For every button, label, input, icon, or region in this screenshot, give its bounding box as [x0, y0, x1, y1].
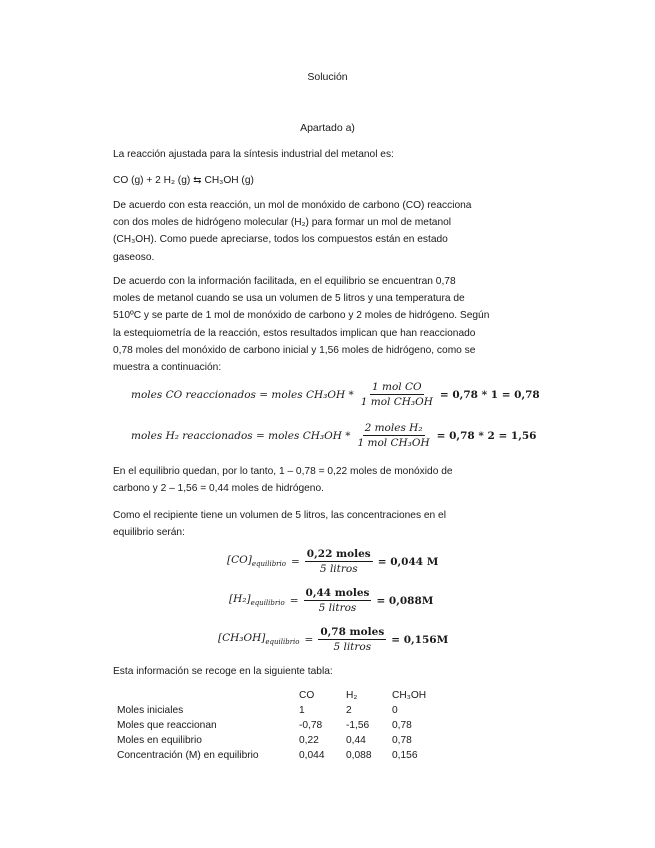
paragraph-line: 510ºC y se parte de 1 mol de monóxido de carbono y 2 moles de hidrógeno. Según — [113, 310, 490, 322]
table-cell: 1 — [299, 705, 305, 716]
table-header-cell: CO — [299, 690, 315, 701]
fraction-denominator: 1 mol CH₃OH — [357, 437, 430, 449]
intro-text: La reacción ajustada para la síntesis industrial del metanol es: — [113, 149, 394, 160]
fraction-numerator: 0,78 moles — [320, 626, 385, 638]
table-cell: 0,22 — [299, 735, 319, 746]
fraction-numerator: 0,22 moles — [306, 548, 371, 560]
paragraph-line: la estequiometría de la reacción, estos resultados implican que han reaccionado — [113, 327, 476, 339]
table-row — [117, 748, 442, 763]
paragraph-line: moles de metanol cuando se usa un volumen de 5 litros y una temperatura de — [113, 293, 465, 305]
paragraph-line: con dos moles de hidrógeno molecular (H₂) para formar un mol de metanol — [113, 217, 452, 229]
paragraph-3 — [113, 463, 538, 497]
fraction-numerator: 0,44 moles — [305, 587, 370, 599]
reaction-equation: CO (g) + 2 H₂ (g) ⇆ CH₃OH (g) — [113, 175, 254, 186]
paragraph-line: (CH₃OH). Como puede apreciarse, todos los compuestos están en estado — [113, 234, 448, 246]
equation-lhs: moles H₂ reaccionados = moles CH₃OH * — [131, 429, 351, 442]
paragraph-line: muestra a continuación: — [113, 362, 222, 374]
table-cell: 2 — [346, 705, 352, 716]
table-cell: 0 — [392, 705, 398, 716]
fraction-denominator: 1 mol CH₃OH — [360, 396, 433, 408]
table-cell: 0,088 — [346, 750, 372, 761]
table-header-cell — [117, 688, 299, 703]
fraction-denominator: 5 litros — [319, 563, 358, 575]
concentration-h2: $[H_2]_{equilibrio}$ = $\frac{\text{0,44 moles}}{\text{5 litros}}$ = 0,088M — [229, 587, 434, 614]
equation-h2-reacted — [131, 422, 536, 449]
species-label: $[CO]_{equilibrio}$ — [227, 554, 286, 569]
table-header-cell: CH₃OH — [392, 690, 427, 701]
table-cell: 0,78 — [392, 720, 412, 731]
paragraph-4 — [113, 507, 538, 541]
concentration-result: = 0,044 M — [377, 555, 439, 568]
species-label: $[CH_3OH]_{equilibrio}$ — [218, 632, 300, 647]
table-intro: Esta información se recoge en la siguiente tabla: — [113, 666, 333, 677]
paragraph-2 — [113, 273, 538, 376]
equation-result: = 0,78 * 2 = 1,56 — [436, 429, 537, 442]
paragraph-line: De acuerdo con esta reacción, un mol de monóxido de carbono (CO) reacciona — [113, 200, 472, 211]
table-cell: 0,78 — [392, 735, 412, 746]
paragraph-line: En el equilibrio quedan, por lo tanto, 1 – 0,78 = 0,22 moles de monóxido de — [113, 466, 453, 477]
equation-fraction — [355, 422, 431, 449]
paragraph-1 — [113, 197, 538, 266]
concentration-result: = 0,156M — [391, 633, 449, 646]
concentration-ch3oh: $[CH_3OH]_{equilibrio}$ = $\frac{\text{0,78 moles}}{\text{5 litros}}$ = 0,156M — [218, 626, 449, 653]
table-cell: 0,044 — [299, 750, 325, 761]
species-label: $[H_2]_{equilibrio}$ — [229, 593, 285, 608]
equation-co-reacted — [131, 381, 540, 408]
paragraph-line: 0,78 moles del monóxido de carbono inicial y 1,56 moles de hidrógeno, como se — [113, 344, 476, 356]
table-cell: Concentración (M) en equilibrio — [117, 750, 259, 761]
paragraph-line: equilibrio serán: — [113, 527, 185, 539]
table-row — [117, 703, 442, 718]
table-row — [117, 718, 442, 733]
paragraph-line: gaseoso. — [113, 251, 155, 263]
fraction-denominator: 5 litros — [333, 641, 372, 653]
equation-fraction — [359, 381, 435, 408]
table-cell: -0,78 — [299, 720, 323, 731]
table-cell: Moles iniciales — [117, 705, 184, 716]
table-cell: Moles que reaccionan — [117, 720, 217, 731]
table-row — [117, 733, 442, 748]
results-table — [117, 688, 442, 763]
equation-lhs: moles CO reaccionados = moles CH₃OH * — [131, 388, 354, 401]
table-cell: 0,44 — [346, 735, 366, 746]
table-header-row — [117, 688, 442, 703]
concentration-fraction — [304, 587, 372, 614]
table-header-cell: H₂ — [346, 690, 358, 701]
paragraph-line: De acuerdo con la información facilitada, en el equilibrio se encuentran 0,78 — [113, 276, 456, 287]
fraction-numerator: 2 moles H₂ — [364, 422, 423, 434]
concentration-result: = 0,088M — [376, 594, 434, 607]
equation-result: = 0,78 * 1 = 0,78 — [439, 388, 540, 401]
page-title: Solución — [307, 71, 348, 83]
concentration-fraction — [318, 626, 386, 653]
table-cell: 0,156 — [392, 750, 418, 761]
paragraph-line: carbono y 2 – 1,56 = 0,44 moles de hidrógeno. — [113, 483, 324, 495]
table-cell: Moles en equilibrio — [117, 735, 202, 746]
section-heading: Apartado a) — [300, 122, 355, 134]
table-cell: -1,56 — [346, 720, 370, 731]
paragraph-line: Como el recipiente tiene un volumen de 5 litros, las concentraciones en el — [113, 510, 446, 521]
concentration-co: $[CO]_{equilibrio}$ = $\frac{\text{0,22 moles}}{\text{5 litros}}$ = 0,044 M — [227, 548, 439, 575]
concentration-fraction — [305, 548, 373, 575]
fraction-denominator: 5 litros — [318, 602, 357, 614]
fraction-numerator: 1 mol CO — [372, 381, 422, 393]
